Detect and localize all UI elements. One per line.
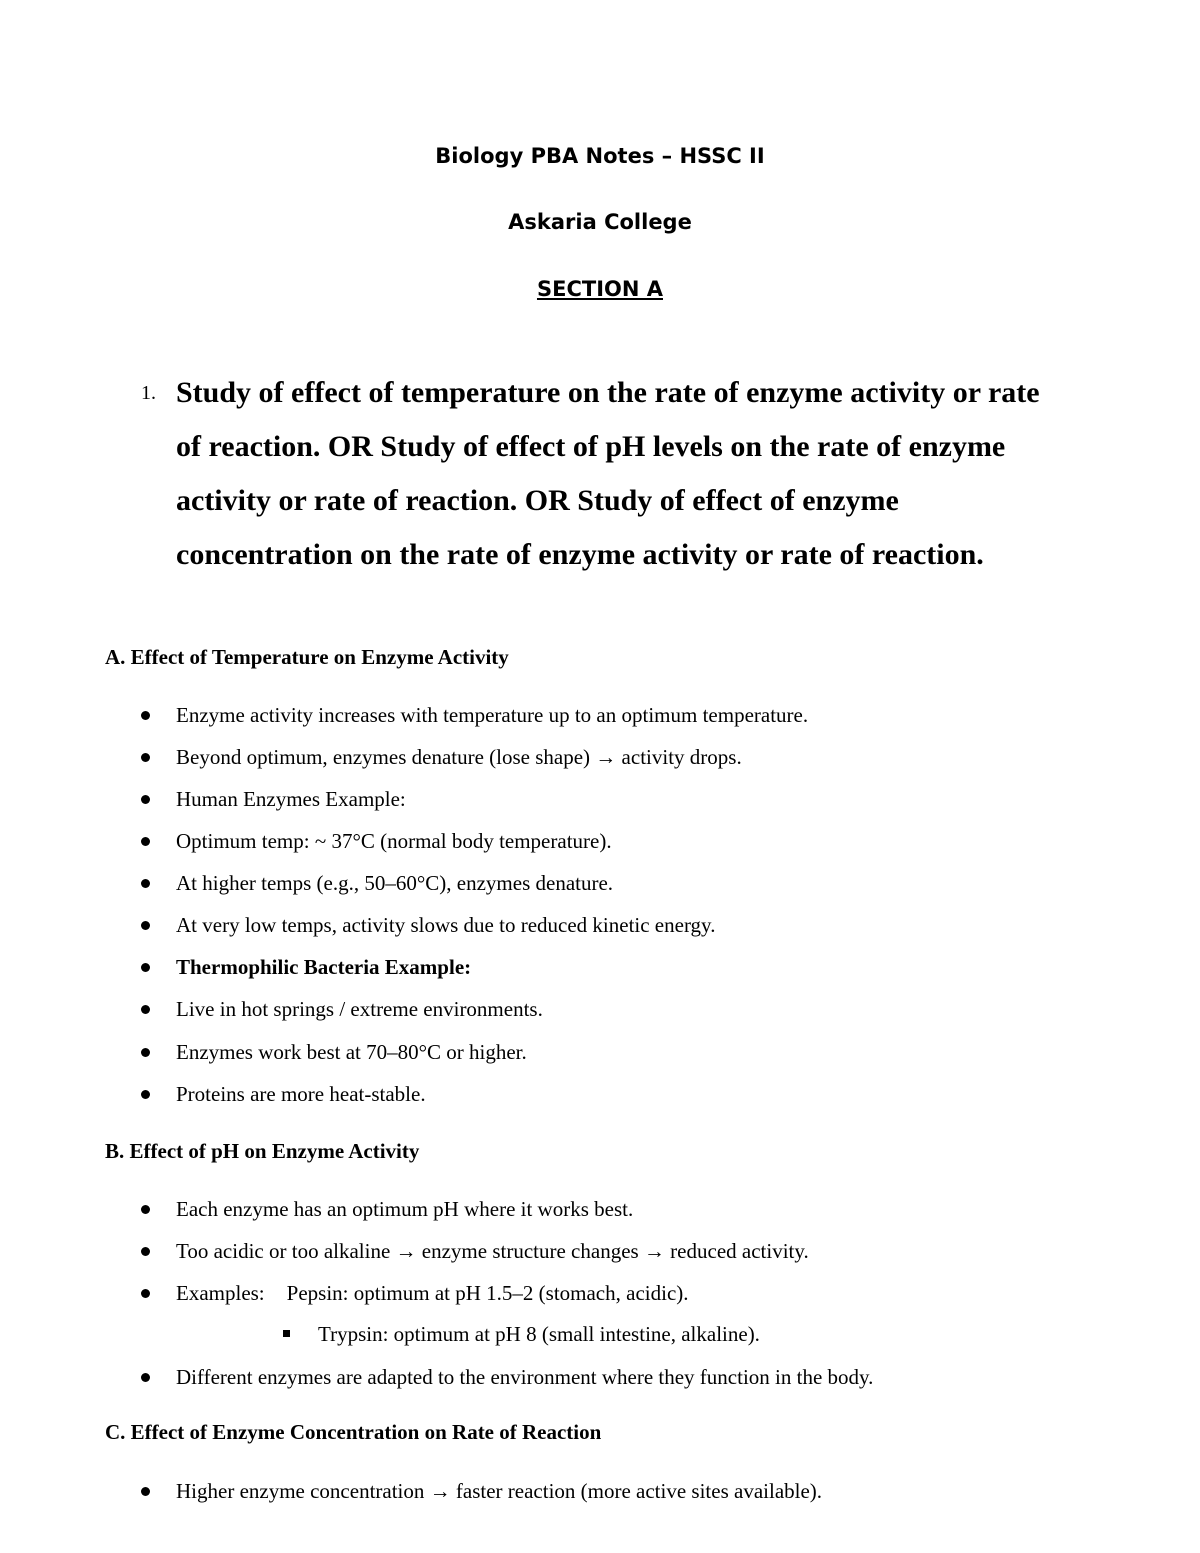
document-page: Biology PBA Notes – HSSC II Askaria College SECTION A 1. Study of effect of temperature on the rate of enzyme activity or rate of reaction. OR Study of effect of pH levels on the rate of enzyme activity or rate of reaction. OR Study of effect of enzyme concentration on the rate of enzyme activity or rate of reaction. A. Effect of Temperature on Enzyme Activity Enzyme activity increases with temperature up to an optimum temperature. Beyond optimum, enzymes denature (lose shape) → activity drops. Human Enzymes Example: Optimum temp: ~ 37°C (normal body temperature). At higher temps (e.g., 50–60°C), enzymes denature. At very low temps, activity slows due to reduced kinetic energy. Thermophilic Bacteria Example: Live in hot springs / extreme environments. Enzymes work best at 70–80°C or higher. Proteins are more heat-stable. B. Effect of pH on Enzyme Activity Each enzyme has an optimum pH where it works best. Too acidic or too alkaline → enzyme structure changes → reduced activity. Examples: Pepsin: optimum at pH 1.5–2 (stomach, acidic). Trypsin: optimum at pH 8 (small intestine, alkaline). Different enzymes are adapted to the environment where they function in the body. C. Effect of Enzyme Concentration on Rate of Reaction Higher enzyme concentration → faster reaction (more active sites available). xyxy=(0,0,1200,1553)
question-text xyxy=(176,366,1106,582)
bullet-icon xyxy=(141,1247,150,1256)
bullet-icon xyxy=(141,1090,150,1099)
bullet-icon xyxy=(141,753,150,762)
examples-label: Examples: xyxy=(176,1281,265,1305)
bullet-icon xyxy=(141,1005,150,1014)
bullet-icon xyxy=(141,837,150,846)
question-line: Study of effect of temperature on the rate of enzyme activity or rate xyxy=(176,376,1040,409)
bullet-icon xyxy=(141,879,150,888)
bullet-icon xyxy=(141,1373,150,1382)
square-bullet-icon xyxy=(283,1330,290,1337)
bullet-icon xyxy=(141,1205,150,1214)
question-line: activity or rate of reaction. OR Study of effect of enzyme xyxy=(176,484,899,517)
section-heading: SECTION A xyxy=(536,277,663,301)
bullet-icon xyxy=(141,963,150,972)
heading-temperature: A. Effect of Temperature on Enzyme Activity xyxy=(105,645,509,669)
bullet-icon xyxy=(141,1048,150,1057)
heading-ph: B. Effect of pH on Enzyme Activity xyxy=(105,1139,420,1163)
bullet-icon xyxy=(141,795,150,804)
heading-concentration: C. Effect of Enzyme Concentration on Rate of Reaction xyxy=(105,1420,602,1444)
example-pepsin: Pepsin: optimum at pH 1.5–2 (stomach, acidic). xyxy=(286,1281,689,1305)
bullet-icon xyxy=(141,711,150,720)
bullet-icon xyxy=(141,921,150,930)
question-number: 1. xyxy=(141,382,156,404)
bullet-icon xyxy=(141,1289,150,1298)
question-line: concentration on the rate of enzyme activity or rate of reaction. xyxy=(176,538,984,571)
college-name: Askaria College xyxy=(508,210,692,234)
question-line: of reaction. OR Study of effect of pH levels on the rate of enzyme xyxy=(176,430,1006,463)
example-trypsin: Trypsin: optimum at pH 8 (small intestine, alkaline). xyxy=(318,1322,760,1346)
bullet-icon xyxy=(141,1487,150,1496)
document-title: Biology PBA Notes – HSSC II xyxy=(435,144,765,168)
